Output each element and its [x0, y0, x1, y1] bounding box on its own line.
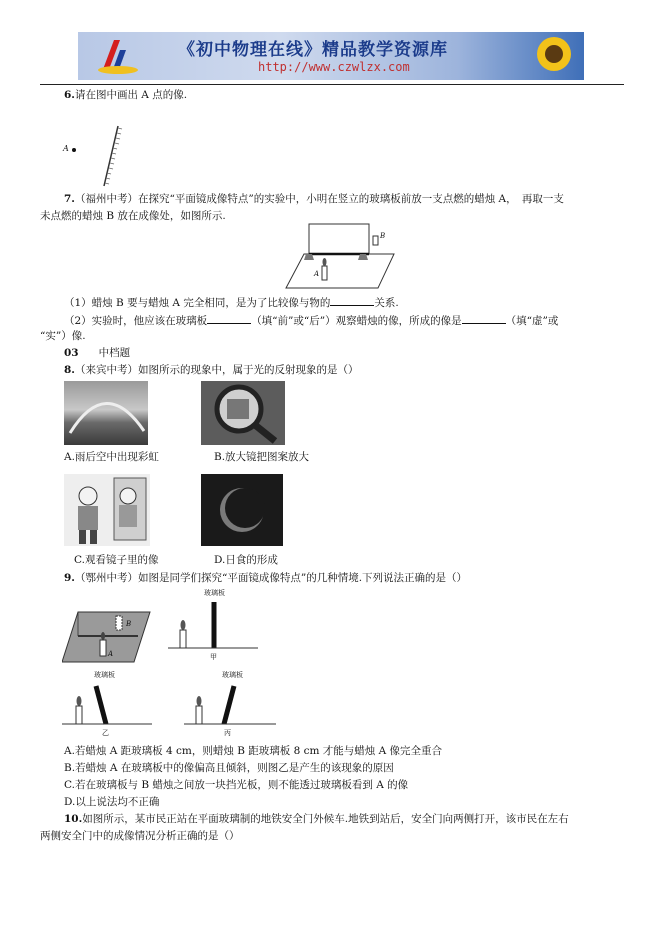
q7-number: 7. — [64, 193, 75, 205]
q9-number: 9. — [64, 572, 75, 584]
mirror-cartoon — [64, 474, 150, 546]
q8-line — [64, 363, 358, 377]
q7-sub1: （1）蜡烛 B 要与蜡烛 A 完全相同，是为了比较像与物的 关系. — [64, 294, 399, 310]
q7-line1 — [64, 192, 564, 206]
q8-number: 8. — [64, 364, 75, 376]
q9-fig-glass3: 玻璃板 — [222, 671, 243, 679]
q6-point-label: A — [63, 144, 69, 153]
q9-figure-yi — [62, 668, 152, 744]
q9-option-b: B.若蜡烛 A 在玻璃板中的像偏高且倾斜，则图乙是产生的该现象的原因 — [64, 762, 394, 774]
q8-option-c: C.观看镜子里的像 — [74, 554, 159, 566]
q9-fig-bing: 丙 — [224, 729, 231, 737]
q7-text1: （福州中考）在探究“平面镜成像特点”的实验中，小明在竖立的玻璃板前放一支点燃的蜡烛 A， 再取一支 — [74, 193, 564, 205]
q9-figure-bing — [184, 668, 276, 744]
q8-text: （来宾中考）如图所示的现象中，属于光的反射现象的是（） — [74, 364, 359, 376]
q9-fig-b: B — [126, 620, 132, 628]
eclipse-photo — [201, 474, 283, 546]
q8-option-b: B.放大镜把图案放大 — [214, 451, 310, 463]
q9-fig-yi: 乙 — [102, 729, 109, 737]
q9-option-d: D.以上说法均不正确 — [64, 796, 160, 808]
q9-text: （鄂州中考）如图是同学们探究“平面镜成像特点”的几种情境.下列说法正确的是（） — [74, 572, 468, 584]
blank-1[interactable] — [330, 294, 374, 306]
header-banner — [78, 32, 584, 80]
q6-text: 请在图中画出 A 点的像. — [74, 89, 188, 101]
header-rule — [40, 84, 624, 85]
q8-option-d: D.日食的形成 — [214, 554, 278, 566]
blank-3[interactable] — [462, 312, 506, 324]
q7-fig-label-b: B — [380, 232, 386, 240]
q7-sub2-cont: “实”）像. — [40, 330, 86, 342]
q7-line2: 未点燃的蜡烛 B 放在成像处，如图所示. — [40, 210, 226, 222]
blank-2[interactable] — [207, 312, 251, 324]
q6-figure — [60, 120, 130, 190]
q6-number: 6. — [64, 89, 75, 101]
q7-figure — [282, 222, 400, 290]
q9-option-c: C.若在玻璃板与 B 蜡烛之间放一块挡光板，则不能透过玻璃板看到 A 的像 — [64, 779, 409, 791]
q9-line — [64, 571, 467, 585]
q9-fig-jia: 甲 — [210, 653, 217, 661]
section-title: 中档题 — [98, 347, 131, 359]
q10-number: 10. — [64, 813, 83, 825]
q8-option-a: A.雨后空中出现彩虹 — [64, 451, 159, 463]
q10-line1 — [64, 812, 569, 826]
q9-figure-main — [62, 592, 152, 664]
banner-title: 《初中物理在线》精品教学资源库 — [178, 40, 448, 60]
q7-sub2: （2）实验时，他应该在玻璃板 （填“前”或“后”）观察蜡烛的像，所成的像是 （填“虚”或 — [64, 312, 558, 328]
q7-fig-label-a: A — [314, 270, 320, 278]
section-heading — [64, 346, 130, 360]
sunflower-icon — [518, 32, 584, 80]
q9-fig-a: A — [108, 650, 114, 658]
q9-fig-glass2: 玻璃板 — [94, 671, 115, 679]
logo-icon — [86, 36, 146, 76]
q9-option-a: A.若蜡烛 A 距玻璃板 4 cm，则蜡烛 B 距玻璃板 8 cm 才能与蜡烛 A 像完全重合 — [64, 745, 443, 757]
q10-line2: 两侧安全门中的成像情况分析正确的是（） — [40, 830, 240, 842]
rainbow-photo — [64, 381, 148, 445]
section-number: 03 — [64, 347, 79, 359]
q9-fig-glass1: 玻璃板 — [204, 589, 225, 597]
banner-url: http://www.czwlzx.com — [258, 60, 410, 74]
q9-figure-jia — [168, 588, 258, 664]
magnifier-photo — [201, 381, 285, 445]
q6-line — [64, 88, 187, 102]
q10-text1: 如图所示，某市民正站在平面玻璃制的地铁安全门外候车.地铁到站后，安全门向两侧打开，该市民在左右 — [82, 813, 569, 825]
